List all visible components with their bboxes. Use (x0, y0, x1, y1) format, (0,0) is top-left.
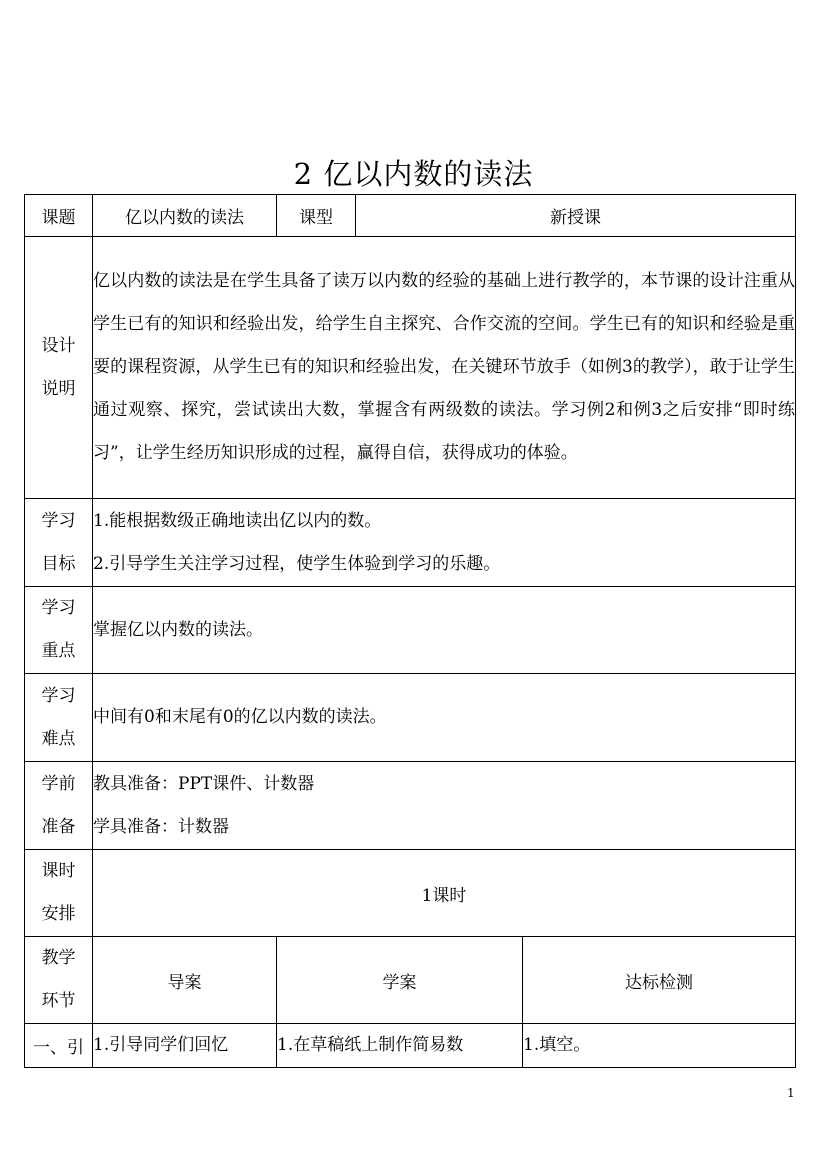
check-column-header: 达标检测 (523, 937, 796, 1024)
difficulty-label-line1: 学习 (41, 685, 76, 706)
preparation-label-line1: 学前 (41, 773, 76, 794)
design-label-line2: 说明 (41, 378, 76, 399)
difficulty-text: 中间有0和末尾有0的亿以内数的读法。 (93, 674, 796, 762)
step-one-row (25, 1024, 796, 1068)
goals-label (25, 499, 93, 587)
goals-content (93, 499, 796, 587)
student-preparation: 学具准备：计数器 (93, 816, 229, 837)
design-label-line1: 设计 (41, 335, 76, 356)
schedule-label-line2: 安排 (41, 904, 76, 924)
step-one-label: 一、引 (25, 1024, 93, 1068)
guide-column-header: 导案 (93, 937, 277, 1024)
difficulty-row (25, 674, 796, 762)
goals-label-line1: 学习 (41, 510, 76, 531)
teacher-preparation: 教具准备：PPT课件、计数器 (93, 773, 315, 794)
schedule-value: 1课时 (93, 850, 796, 937)
key-point-row (25, 587, 796, 674)
document-title: 2 亿以内数的读法 (293, 157, 534, 191)
lesson-plan-table (24, 194, 796, 1068)
key-point-label-line2: 重点 (41, 641, 76, 661)
process-label-line1: 教学 (41, 948, 76, 968)
goals-row (25, 499, 796, 587)
topic-label: 课题 (25, 195, 93, 237)
process-label (25, 937, 93, 1024)
process-header-row (25, 937, 796, 1024)
preparation-label (25, 762, 93, 850)
design-row (25, 237, 796, 499)
design-label (25, 237, 93, 499)
goal-item-2: 2.引导学生关注学习过程，使学生体验到学习的乐趣。 (93, 553, 501, 574)
key-point-label-line1: 学习 (41, 598, 76, 618)
key-point-label (25, 587, 93, 674)
page-number: 1 (787, 1086, 795, 1100)
step-one-check: 1.填空。 (523, 1024, 796, 1068)
step-one-guide: 1.引导同学们回忆 (93, 1024, 277, 1068)
goal-item-1: 1.能根据数级正确地读出亿以内的数。 (93, 510, 382, 531)
key-point-text: 掌握亿以内数的读法。 (93, 587, 796, 674)
type-value: 新授课 (356, 195, 796, 237)
schedule-label-line1: 课时 (41, 861, 76, 881)
preparation-content (93, 762, 796, 850)
schedule-row (25, 850, 796, 937)
topic-value: 亿以内数的读法 (93, 195, 277, 237)
design-text: 亿以内数的读法是在学生具备了读万以内数的经验的基础上进行教学的，本节课的设计注重从学生已有的知识和经验出发，给学生自主探究、合作交流的空间。学生已有的知识和经验是重要的课程资源，从学生已有的知识和经验出发，在关键环节放手（如例3的教学），敢于让学生通过观察、探究，尝试读出大数，掌握含有两级数的读法。学习例2和例3之后安排“即时练习”，让学生经历知识形成的过程，赢得自信，获得成功的体验。 (93, 237, 796, 499)
step-one-study: 1.在草稿纸上制作简易数 (277, 1024, 523, 1068)
process-label-line2: 环节 (41, 991, 76, 1011)
difficulty-label (25, 674, 93, 762)
difficulty-label-line2: 难点 (41, 728, 76, 749)
type-label: 课型 (277, 195, 356, 237)
schedule-label (25, 850, 93, 937)
preparation-row (25, 762, 796, 850)
goals-label-line2: 目标 (41, 553, 76, 574)
study-column-header: 学案 (277, 937, 523, 1024)
topic-row (25, 195, 796, 237)
preparation-label-line2: 准备 (41, 816, 76, 837)
